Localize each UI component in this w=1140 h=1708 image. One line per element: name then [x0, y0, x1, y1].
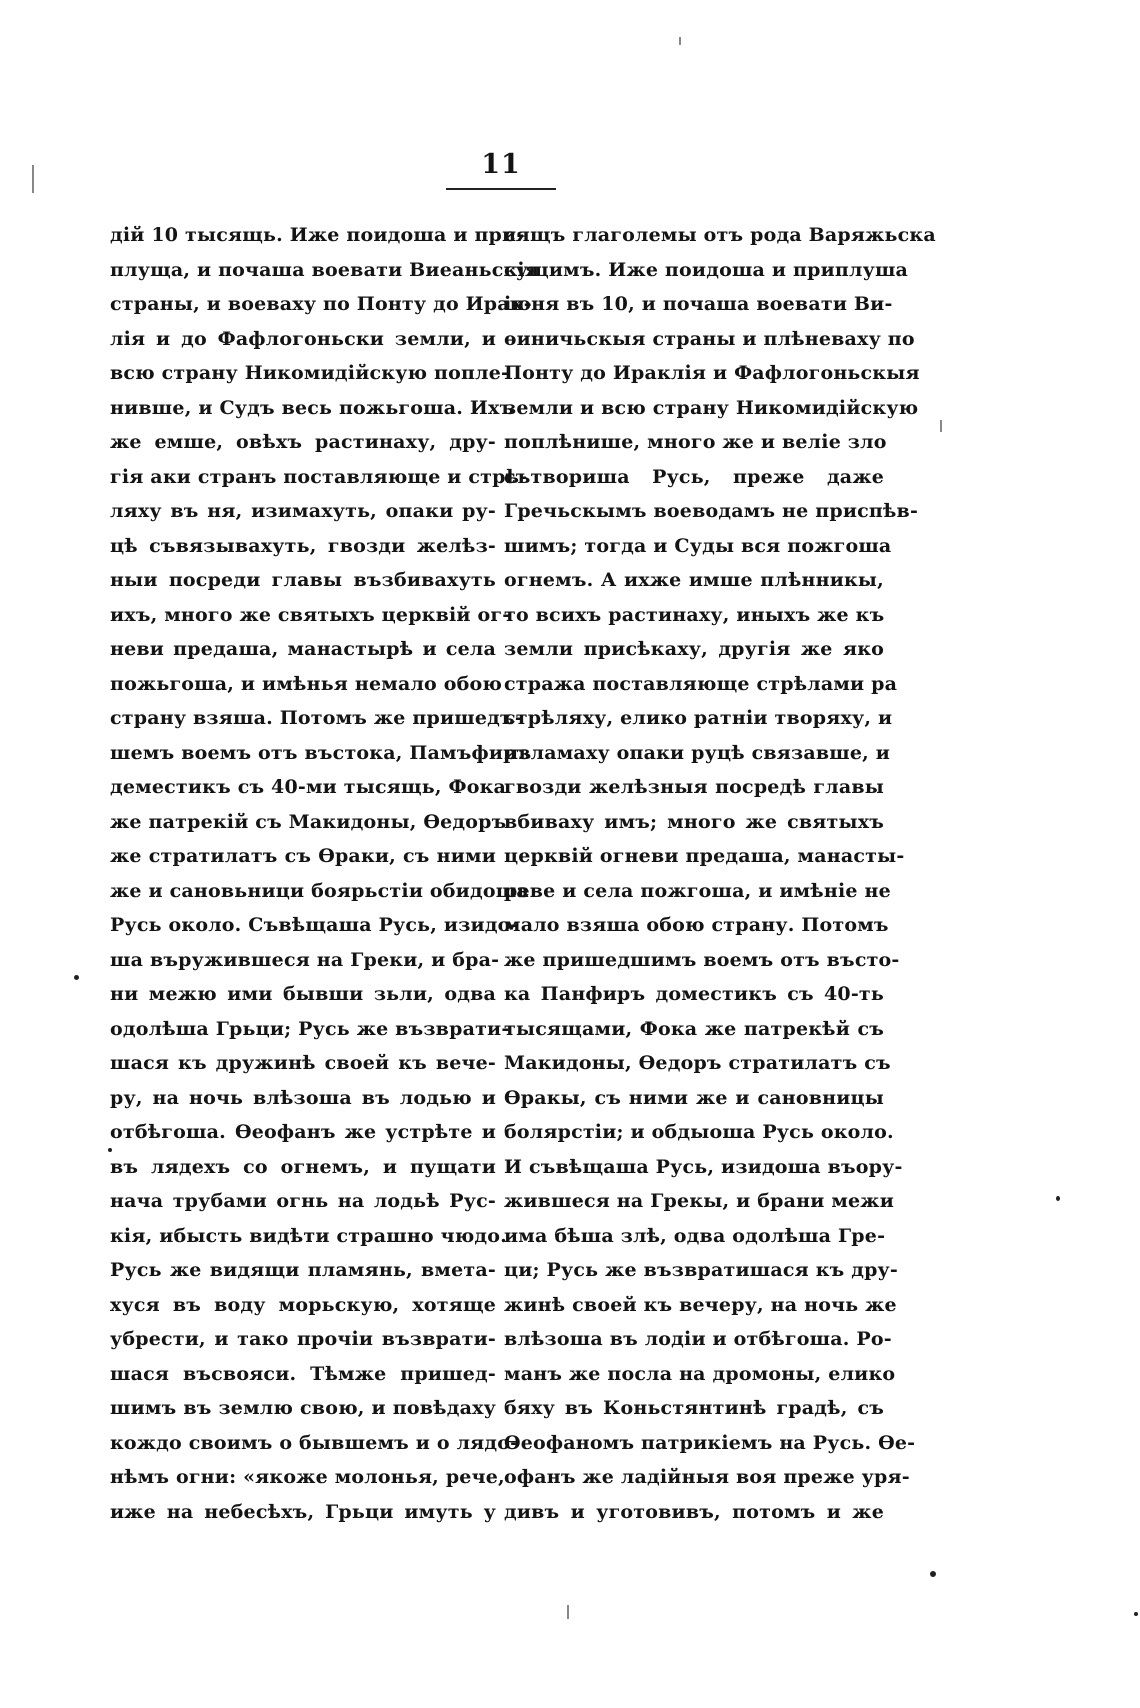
left-column-text-line: иже на небесѣхъ, Грьци имуть у: [110, 1500, 496, 1523]
right-column-text-line: реве и села пожгоша, и имѣніе не: [504, 879, 891, 902]
right-column-text-line: болярстіи; и обдыоша Русь около.: [504, 1121, 894, 1143]
scan-speck: [1134, 1612, 1138, 1616]
right-column-text-line: И съвѣщаша Русь, изидоша въору-: [504, 1155, 903, 1178]
left-column-text-line: дій 10 тысящь. Иже поидоша и при-: [110, 224, 525, 246]
right-column-text-line: стрѣляху, елико ратніи творяху, и: [504, 707, 893, 729]
scan-tick: [567, 1605, 569, 1619]
left-column-text-line: цѣ съвязывахуть, гвозди желѣз-: [110, 534, 496, 557]
right-column-text-line: ѳиничьскыя страны и плѣневаху по: [504, 327, 915, 350]
right-column-text-line: то всихъ растинаху, иныхъ же къ: [504, 603, 885, 626]
left-column-text-line: въ лядехъ со огнемъ, и пущати: [110, 1155, 496, 1178]
left-column-text-line: ныи посреди главы възбивахуть: [110, 569, 496, 591]
left-column-text-line: ляху въ ня, изимахуть, опаки ру-: [110, 500, 496, 522]
right-column-text-line: Макидоны, Ѳедоръ стратилатъ съ: [504, 1052, 891, 1074]
left-column-text-line: ша въружившеся на Греки, и бра-: [110, 948, 500, 971]
right-column-text-line: церквій огневи предаша, манасты-: [504, 845, 905, 867]
left-column-text-line: шемъ воемъ отъ въстока, Памъфиръ: [110, 741, 532, 764]
left-column-text-line: отбѣгоша. Ѳеофанъ же устрѣте и: [110, 1121, 496, 1143]
scan-tick: [679, 37, 681, 45]
right-column-text-line: сущимъ. Иже поидоша и приплуша: [504, 258, 909, 281]
left-column-text-line: убрести, и тако прочіи възврати-: [110, 1328, 496, 1350]
page-number: 11: [481, 149, 521, 180]
scan-speck: [108, 1148, 112, 1152]
left-column-text-line: ихъ, много же святыхъ церквій ог-: [110, 603, 511, 626]
right-column-text-line: Ѳеофаномъ патрикіемъ на Русь. Ѳе-: [504, 1431, 916, 1454]
left-text-column: [110, 218, 540, 1529]
right-column-text-line: Ѳракы, съ ними же и сановницы: [504, 1086, 884, 1109]
right-column-text-line: бяху въ Коньстянтинѣ градѣ, съ: [504, 1397, 884, 1419]
left-column-text-line: деместикъ съ 40-ми тысящь, Фока: [110, 776, 507, 798]
left-column-text-line: неви предаша, манастырѣ и села: [110, 638, 496, 660]
left-column-text-line: ни межю ими бывши зьли, одва: [110, 983, 496, 1005]
left-column-text-line: нивше, и Судъ весь пожьгоша. Ихъ: [110, 396, 515, 419]
scan-tick: [32, 165, 34, 193]
right-column-text-line: стража поставляюще стрѣлами ра: [504, 672, 898, 695]
right-column-text-line: тысящами, Фока же патрекѣй съ: [504, 1017, 884, 1040]
right-column-text-line: Гречьскымъ воеводамъ не приспѣв-: [504, 500, 919, 522]
left-column-text-line: одолѣша Грьци; Русь же възврати-: [110, 1017, 510, 1040]
scan-speck: [74, 975, 79, 980]
right-column-text-line: жинѣ своей къ вечеру, на ночь же: [504, 1293, 897, 1316]
right-column-text-line: гвозди желѣзныя посредѣ главы: [504, 776, 884, 798]
right-column-text-line: Понту до Ираклія и Фафлогоньскыя: [504, 362, 920, 384]
left-column-text-line: нѣмъ огни: «якоже молонья, рече,: [110, 1466, 505, 1488]
left-column-text-line: ру, на ночь влѣзоша въ лодью и: [110, 1086, 496, 1109]
right-column-text-line: іюня въ 10, и почаша воевати Ви-: [504, 293, 893, 315]
right-column-text-line: ци; Русь же възвратишася къ дру-: [504, 1259, 898, 1281]
left-column-text-line: же и сановьници боярьстіи обидоша: [110, 879, 529, 902]
left-column-text-line: гія аки странъ поставляюще и стрѣ-: [110, 465, 528, 488]
left-column-text-line: же емше, овѣхъ растинаху, дру-: [110, 431, 496, 453]
right-column-text-line: мало взяша обою страну. Потомъ: [504, 914, 889, 936]
left-column-text-line: хуся въ воду морьскую, хотяще: [110, 1293, 496, 1316]
right-column-text-line: жившеся на Грекы, и брани межи: [504, 1190, 894, 1212]
right-column-text-line: земли присѣкаху, другія же яко: [504, 638, 884, 660]
scan-speck: [1056, 1196, 1060, 1201]
left-column-text-line: Русь же видящи пламянь, вмета-: [110, 1259, 496, 1281]
left-column-text-line: кождо своимъ о бывшемъ и о лядо-: [110, 1431, 519, 1454]
scan-tick: [940, 420, 942, 432]
header-rule: [446, 188, 556, 190]
right-column-text-line: сътвориша Русь, преже даже: [504, 465, 884, 488]
left-column-text-line: Русь около. Съвѣщаша Русь, изидо-: [110, 914, 519, 936]
left-column-text-line: лія и до Фафлогоньски земли, и: [110, 327, 496, 350]
left-column-text-line: же стратилатъ съ Ѳраки, съ ними: [110, 845, 496, 867]
right-column-text-line: шимъ; тогда и Суды вся пожгоша: [504, 534, 892, 557]
left-column-text-line: же патрекій съ Макидоны, Ѳедоръ: [110, 810, 507, 833]
left-column-text-line: шася въсвояси. Тѣмже пришед-: [110, 1362, 496, 1385]
left-column-text-line: кія, ибысть видѣти страшно чюдо.: [110, 1224, 507, 1247]
left-column-text-line: всю страну Никомидійскую попле-: [110, 362, 510, 384]
right-column-text-line: сящъ глаголемы отъ рода Варяжьска: [504, 224, 936, 246]
right-column-text-line: вбиваху имъ; много же святыхъ: [504, 810, 884, 833]
left-column-text-line: страну взяша. Потомъ же пришедъ-: [110, 707, 523, 729]
scan-speck: [930, 1571, 936, 1577]
left-column-text-line: страны, и воеваху по Понту до Ирак-: [110, 293, 532, 315]
right-column-text-line: дивъ и уготовивъ, потомъ и же: [504, 1500, 884, 1523]
left-column-text-line: пожьгоша, и имѣнья немало обою: [110, 672, 503, 695]
right-text-column: [504, 218, 936, 1529]
left-column-text-line: шася къ дружинѣ своей къ вечe-: [110, 1052, 496, 1074]
left-column-text-line: нача трубами огнь на лодьѣ Рус-: [110, 1190, 496, 1212]
right-column-text-line: влѣзоша въ лодіи и отбѣгоша. Ро-: [504, 1328, 892, 1350]
right-column-text-line: изламаху опаки руцѣ связавше, и: [504, 741, 891, 764]
right-column-text-line: ка Панфиръ доместикъ съ 40-ть: [504, 983, 884, 1005]
right-column-text-line: манъ же посла на дромоны, елико: [504, 1362, 896, 1385]
left-column-text-line: шимъ въ землю свою, и повѣдаху: [110, 1397, 496, 1419]
right-column-text-line: има бѣша злѣ, одва одолѣша Гре-: [504, 1224, 886, 1247]
right-column-text-line: земли и всю страну Никомидійскую: [504, 396, 919, 419]
right-column-text-line: же пришедшимъ воемъ отъ въсто-: [504, 948, 900, 971]
left-column-text-line: плуща, и почаша воевати Виеаньскія: [110, 258, 540, 281]
right-column-text-line: поплѣнише, много же и веліе зло: [504, 431, 887, 453]
right-column-text-line: офанъ же ладійныя воя преже уря-: [504, 1466, 910, 1488]
right-column-text-line: огнемъ. А ихже имше плѣнникы,: [504, 569, 884, 591]
